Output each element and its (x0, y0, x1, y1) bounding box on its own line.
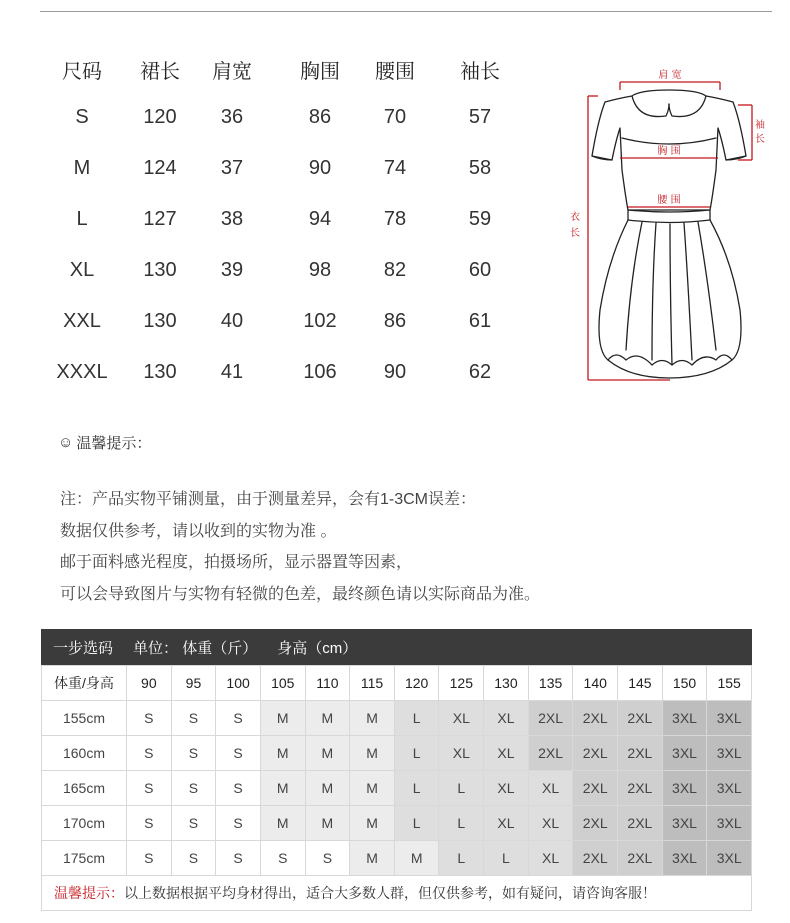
cell-chest: 94 (308, 208, 332, 230)
size-cell: S (127, 806, 172, 841)
label-chest: 胸 围 (657, 146, 681, 157)
weight-header: 110 (305, 666, 350, 701)
weight-header: 140 (573, 666, 618, 701)
size-cell: M (350, 806, 395, 841)
size-cell: L (394, 701, 439, 736)
size-cell: 3XL (707, 806, 752, 841)
size-cell: S (216, 771, 261, 806)
cell-shoulder: 36 (220, 106, 244, 128)
cell-dress-length: 127 (143, 208, 177, 230)
cell-dress-length: 124 (143, 157, 177, 179)
size-chart-row (40, 310, 540, 361)
cell-waist: 74 (383, 157, 407, 179)
weight-header: 145 (618, 666, 663, 701)
header-dress-length: 裙长 (140, 61, 180, 83)
size-cell: M (260, 701, 305, 736)
label-length-2: 长 (570, 228, 580, 239)
height-label: 160cm (42, 736, 127, 771)
header-shoulder: 肩宽 (212, 61, 252, 83)
size-cell: XL (528, 771, 573, 806)
recommendation-footer (41, 876, 752, 911)
size-cell: M (350, 701, 395, 736)
weight-header: 100 (216, 666, 261, 701)
size-cell: 3XL (662, 806, 707, 841)
dress-outline (592, 90, 746, 378)
size-cell: M (305, 771, 350, 806)
cell-waist: 86 (383, 310, 407, 332)
cell-size: XL (69, 259, 95, 281)
size-cell: 2XL (618, 841, 663, 876)
size-cell: XL (528, 841, 573, 876)
size-cell: S (127, 841, 172, 876)
size-cell: 2XL (573, 841, 618, 876)
cell-dress-length: 130 (143, 259, 177, 281)
height-label: 170cm (42, 806, 127, 841)
height-label: 165cm (42, 771, 127, 806)
size-cell: M (350, 736, 395, 771)
cell-dress-length: 130 (143, 361, 177, 383)
size-cell: L (394, 806, 439, 841)
cell-sleeve: 57 (468, 106, 492, 128)
size-chart-row (40, 157, 540, 208)
weight-header: 90 (127, 666, 172, 701)
size-chart-row (40, 259, 540, 310)
cell-shoulder: 41 (220, 361, 244, 383)
unit-label: 单位： (133, 639, 179, 657)
height-row (42, 736, 752, 771)
size-cell: XL (439, 701, 484, 736)
unit-weight: 体重（斤） (182, 639, 258, 657)
weight-header: 115 (350, 666, 395, 701)
size-cell: S (171, 771, 216, 806)
size-cell: M (305, 736, 350, 771)
size-cell: S (216, 701, 261, 736)
size-cell: S (260, 841, 305, 876)
weight-header: 125 (439, 666, 484, 701)
size-cell: S (216, 841, 261, 876)
footer-warn: 温馨提示： (54, 885, 124, 901)
size-chart-table (40, 55, 540, 412)
cell-dress-length: 130 (143, 310, 177, 332)
weight-header: 95 (171, 666, 216, 701)
note-line: 注：产品实物平铺测量，由于测量差异，会有1-3CM误差： (60, 491, 477, 508)
corner-label: 体重/身高 (42, 666, 127, 701)
weight-header: 130 (484, 666, 529, 701)
size-cell: S (171, 806, 216, 841)
size-cell: XL (484, 806, 529, 841)
size-cell: L (394, 736, 439, 771)
cell-sleeve: 59 (468, 208, 492, 230)
size-cell: XL (484, 771, 529, 806)
cell-sleeve: 60 (468, 259, 492, 281)
size-recommendation (41, 629, 752, 911)
header-sleeve: 袖长 (460, 61, 500, 83)
size-cell: XL (484, 701, 529, 736)
size-cell: 2XL (618, 736, 663, 771)
cell-dress-length: 120 (143, 106, 177, 128)
size-cell: M (260, 771, 305, 806)
note-line: 邮于面料感光程度，拍摄场所，显示器置等因素， (60, 554, 413, 571)
recommendation-header (41, 629, 752, 665)
height-label: 155cm (42, 701, 127, 736)
size-chart-header (40, 55, 540, 106)
tips-notes (60, 484, 540, 610)
label-sleeve-1: 袖 (755, 120, 765, 131)
size-cell: 3XL (707, 841, 752, 876)
size-cell: L (484, 841, 529, 876)
size-cell: 2XL (573, 771, 618, 806)
size-cell: M (350, 841, 395, 876)
size-cell: 2XL (573, 806, 618, 841)
size-cell: 2XL (573, 701, 618, 736)
size-cell: 3XL (662, 701, 707, 736)
size-chart-row (40, 208, 540, 259)
cell-chest: 98 (308, 259, 332, 281)
size-cell: L (394, 771, 439, 806)
size-cell: M (394, 841, 439, 876)
cell-size: XXL (63, 310, 101, 332)
size-cell: 2XL (528, 701, 573, 736)
size-cell: 2XL (618, 771, 663, 806)
size-cell: S (216, 736, 261, 771)
cell-size: S (75, 106, 89, 128)
recommendation-grid (41, 665, 752, 876)
weight-header: 120 (394, 666, 439, 701)
size-chart-row (40, 106, 540, 157)
size-cell: 3XL (662, 771, 707, 806)
cell-size: M (73, 157, 91, 179)
size-cell: M (350, 771, 395, 806)
size-cell: 2XL (528, 736, 573, 771)
note-line: 可以会导致图片与实物有轻微的色差，最终颜色请以实际商品为准。 (60, 585, 541, 603)
size-cell: S (127, 736, 172, 771)
height-row (42, 806, 752, 841)
cell-shoulder: 40 (220, 310, 244, 332)
size-cell: XL (439, 736, 484, 771)
cell-shoulder: 38 (220, 208, 244, 230)
top-divider (40, 11, 772, 12)
height-row (42, 841, 752, 876)
size-cell: M (305, 701, 350, 736)
dress-measurement-diagram (560, 60, 775, 390)
size-cell: XL (528, 806, 573, 841)
weight-header: 150 (662, 666, 707, 701)
cell-chest: 102 (303, 310, 337, 332)
size-cell: S (171, 736, 216, 771)
weight-row (42, 666, 752, 701)
cell-waist: 70 (383, 106, 407, 128)
size-cell: L (439, 841, 484, 876)
height-row (42, 771, 752, 806)
size-cell: 3XL (662, 841, 707, 876)
header-size: 尺码 (62, 61, 102, 83)
note-line: 数据仅供参考，请以收到的实物为准 。 (60, 522, 337, 540)
cell-chest: 90 (308, 157, 332, 179)
size-cell: XL (484, 736, 529, 771)
size-cell: S (216, 806, 261, 841)
smile-icon: ☺ (58, 434, 74, 451)
recommendation-title: 一步选码 (53, 639, 114, 657)
cell-waist: 78 (383, 208, 407, 230)
size-cell: M (260, 736, 305, 771)
cell-chest: 86 (308, 106, 332, 128)
cell-sleeve: 58 (468, 157, 492, 179)
size-cell: 3XL (662, 736, 707, 771)
size-cell: L (439, 806, 484, 841)
cell-sleeve: 61 (468, 310, 492, 332)
size-cell: 2XL (618, 701, 663, 736)
tips-title (58, 432, 151, 453)
size-cell: S (171, 701, 216, 736)
cell-shoulder: 37 (220, 157, 244, 179)
weight-header: 155 (707, 666, 752, 701)
size-cell: 3XL (707, 701, 752, 736)
weight-header: 105 (260, 666, 305, 701)
cell-shoulder: 39 (220, 259, 244, 281)
size-cell: 3XL (707, 771, 752, 806)
unit-height: 身高（cm） (277, 639, 358, 657)
tips-title-text: 温馨提示： (76, 435, 152, 452)
cell-size: XXXL (56, 361, 108, 383)
size-cell: 3XL (707, 736, 752, 771)
cell-waist: 90 (383, 361, 407, 383)
size-cell: L (439, 771, 484, 806)
cell-waist: 82 (383, 259, 407, 281)
header-waist: 腰围 (375, 61, 415, 83)
weight-header: 135 (528, 666, 573, 701)
label-shoulder: 肩 宽 (658, 70, 682, 81)
size-cell: M (305, 806, 350, 841)
cell-sleeve: 62 (468, 361, 492, 383)
size-cell: S (305, 841, 350, 876)
label-length-1: 衣 (570, 212, 580, 223)
footer-text: 以上数据根据平均身材得出，适合大多数人群，但仅供参考，如有疑问，请咨询客服！ (124, 885, 656, 901)
label-sleeve-2: 长 (755, 134, 765, 145)
height-row (42, 701, 752, 736)
size-chart-row (40, 361, 540, 412)
size-cell: M (260, 806, 305, 841)
size-cell: 2XL (618, 806, 663, 841)
size-cell: S (127, 701, 172, 736)
cell-chest: 106 (303, 361, 337, 383)
size-cell: S (127, 771, 172, 806)
size-cell: 2XL (573, 736, 618, 771)
label-waist: 腰 围 (657, 195, 681, 206)
header-chest: 胸围 (300, 61, 340, 83)
height-label: 175cm (42, 841, 127, 876)
size-cell: S (171, 841, 216, 876)
cell-size: L (76, 208, 88, 230)
